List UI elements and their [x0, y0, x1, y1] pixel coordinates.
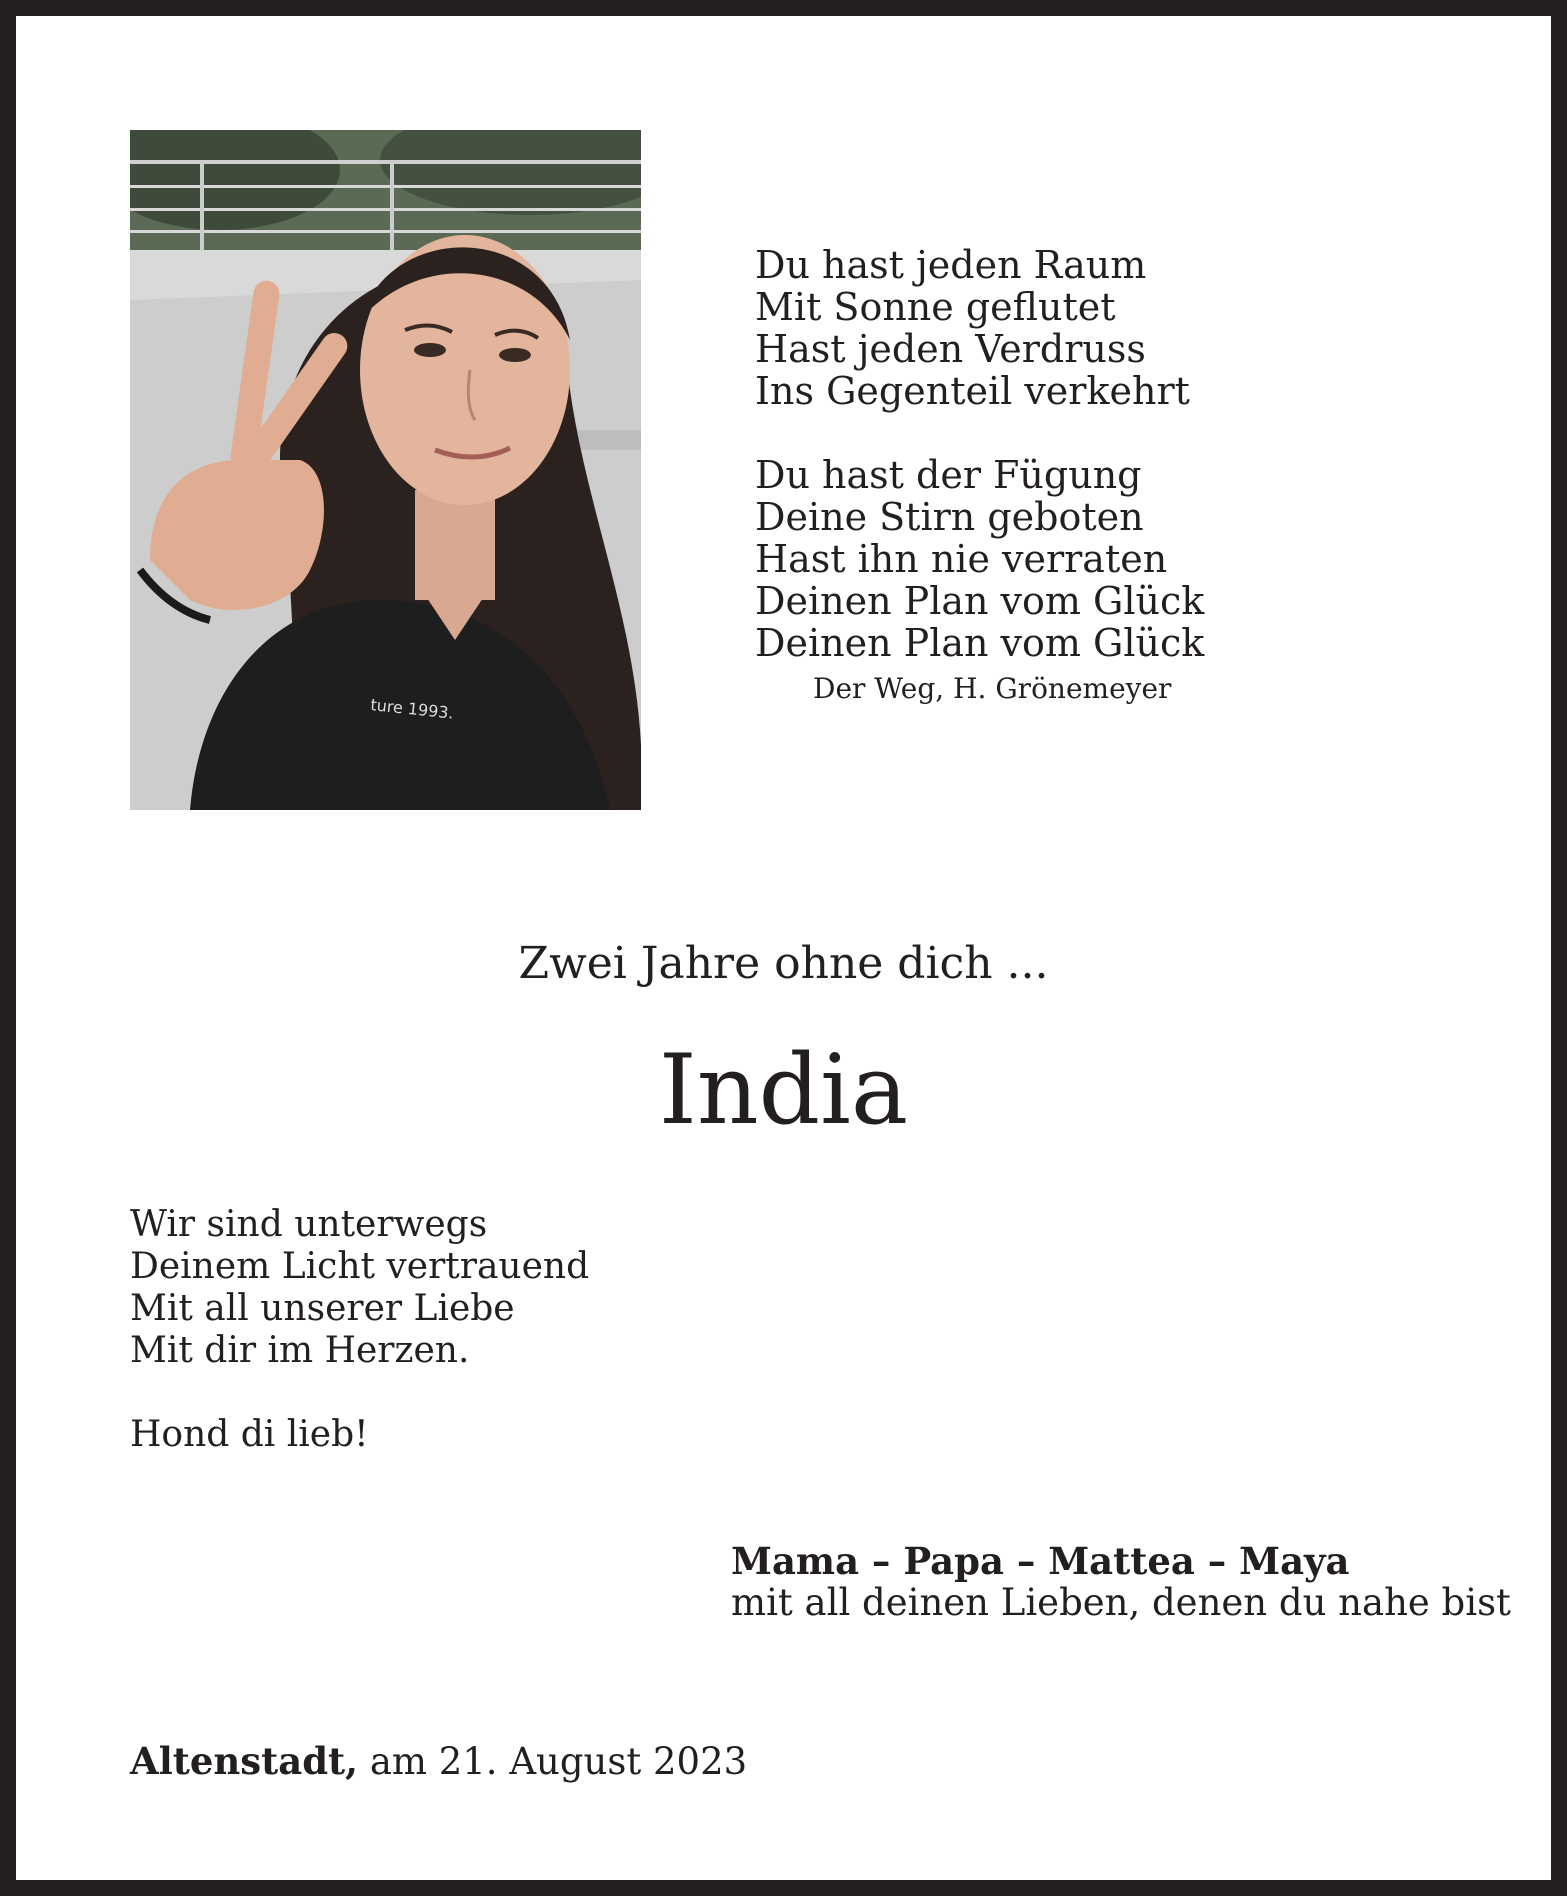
poem-stanza-1: [755, 244, 1355, 412]
poem-line: Deinen Plan vom Glück: [755, 579, 1205, 623]
poem-attribution: Der Weg, H. Grönemeyer: [813, 672, 1172, 705]
poem-line: Du hast jeden Raum: [755, 243, 1147, 287]
mourners-signature: [731, 1540, 1511, 1624]
mourners-subline: mit all deinen Lieben, denen du nahe bist: [731, 1581, 1511, 1624]
verse-line: Deinem Licht vertrauend: [130, 1246, 590, 1287]
verse-line: Mit all unserer Liebe: [130, 1288, 515, 1329]
poem: [755, 244, 1355, 710]
shirt-print: ture 1993.: [369, 695, 455, 723]
poem-line: Du hast der Fügung: [755, 453, 1142, 497]
poem-line: Mit Sonne geflutet: [755, 285, 1116, 329]
poem-line: Deinen Plan vom Glück: [755, 621, 1205, 665]
date: am 21. August 2023: [369, 1740, 748, 1783]
family-verse: [130, 1204, 589, 1456]
subtitle: Zwei Jahre ohne dich ...: [518, 938, 1049, 989]
place-and-date: [130, 1738, 747, 1785]
verse-line: Wir sind unterwegs: [130, 1204, 488, 1245]
place: Altenstadt,: [130, 1739, 359, 1783]
verse-line: Mit dir im Herzen.: [130, 1330, 470, 1371]
poem-line: Hast jeden Verdruss: [755, 327, 1146, 371]
deceased-name: India: [658, 1034, 909, 1146]
verse-closing: Hond di lieb!: [130, 1414, 369, 1455]
poem-line: Hast ihn nie verraten: [755, 537, 1168, 581]
portrait-photo: [130, 130, 641, 810]
poem-stanza-2: [755, 454, 1355, 664]
poem-line: Deine Stirn geboten: [755, 495, 1144, 539]
poem-line: Ins Gegenteil verkehrt: [755, 369, 1190, 413]
mourners-names: Mama – Papa – Mattea – Maya: [731, 1539, 1350, 1583]
